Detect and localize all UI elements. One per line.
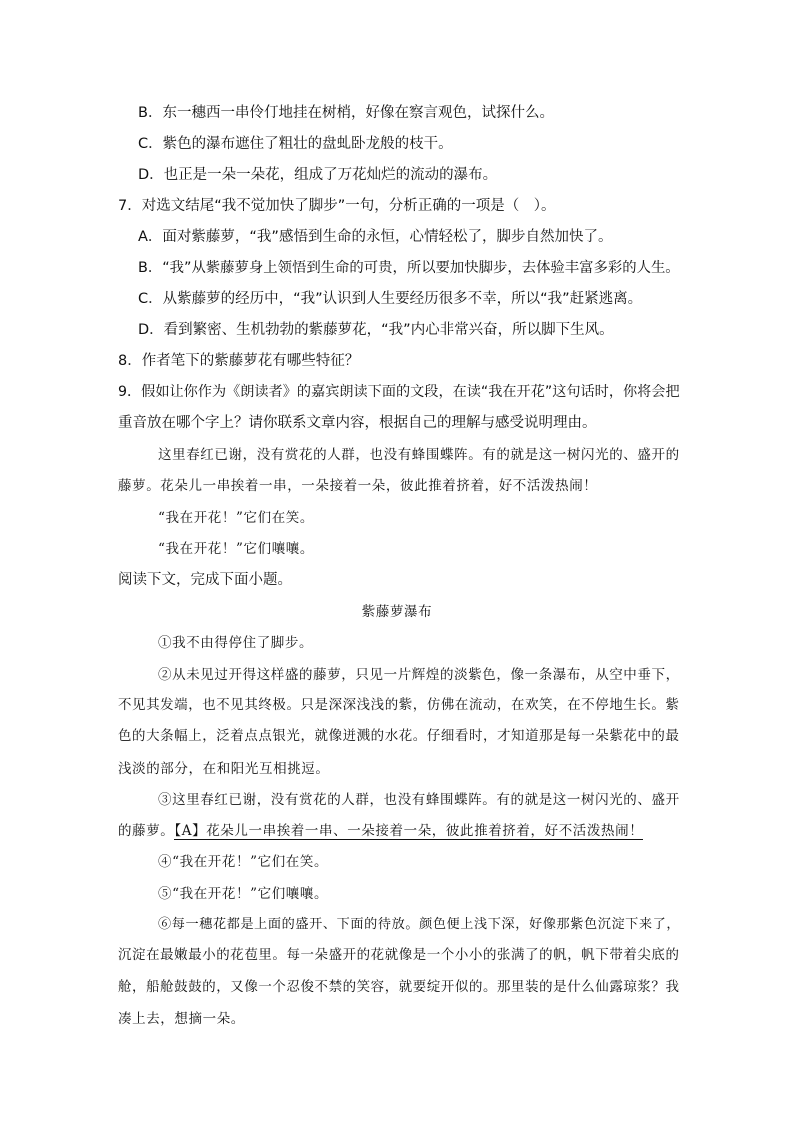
q6-option-b: B．东一穗西一串伶仃地挂在树梢，好像在察言观色，试探什么。	[138, 105, 554, 121]
q7-stem: 7．对选文结尾“我不觉加快了脚步”一句，分析正确的一项是（ ）。	[118, 198, 556, 214]
passage-paragraph-2-line-3: 色的大条幅上，泛着点点银光，就像迸溅的水花。仔细看时，才知道那是每一朵紫花中的最	[118, 729, 680, 744]
q7-option-b: B．“我”从紫藤萝身上领悟到生命的可贵，所以要加快脚步，去体验丰富多彩的人生。	[138, 260, 680, 276]
passage-paragraph-2-line-4: 浅淡的部分，在和阳光互相挑逗。	[118, 761, 330, 777]
q6-option-c: C．紫色的瀑布遮住了粗壮的盘虬卧龙般的枝干。	[138, 136, 453, 152]
passage-paragraph-2-line-2: 不见其发端，也不见其终极。只是深深浅浅的紫，仿佛在流动，在欢笑，在不停地生长。紫	[118, 698, 680, 713]
q8-stem: 8．作者笔下的紫藤萝花有哪些特征？	[118, 353, 360, 369]
paragraph-3-prefix: 的藤萝。	[118, 823, 175, 839]
passage-paragraph-2-line-1: ②从未见过开得这样盛的藤萝，只见一片辉煌的淡紫色，像一条瀑布，从空中垂下，	[158, 667, 680, 683]
q9-excerpt-line-4: “我在开花！”它们嚷嚷。	[158, 541, 315, 557]
q9-stem-line-2: 重音放在哪个字上？请你联系文章内容，根据自己的理解与感受说明理由。	[118, 415, 597, 431]
q9-excerpt-line-3: “我在开花！”它们在笑。	[158, 510, 315, 526]
passage-paragraph-5: ⑤“我在开花！”它们嚷嚷。	[158, 886, 329, 902]
passage-paragraph-6-line-1: ⑥每一穗花都是上面的盛开、下面的待放。颜色便上浅下深，好像那紫色沉淀下来了，	[158, 917, 681, 932]
passage-paragraph-1: ①我不由得停住了脚步。	[158, 635, 314, 651]
q7-option-a: A．面对紫藤萝，“我”感悟到生命的永恒，心情轻松了，脚步自然加快了。	[138, 229, 613, 245]
passage-paragraph-6-line-2: 沉淀在最嫩最小的花苞里。每一朵盛开的花就像是一个小小的张满了的帆，帆下带着尖底的	[118, 948, 680, 963]
passage-paragraph-4: ④“我在开花！”它们在笑。	[158, 854, 329, 870]
q9-stem-line-1: 9．假如让你作为《朗读者》的嘉宾朗读下面的文段，在读“我在开花”这句话时，你将会把	[118, 384, 680, 400]
q9-excerpt-line-1: 这里春红已谢，没有赏花的人群，也没有蜂围蝶阵。有的就是这一树闪光的、盛开的	[158, 447, 680, 463]
passage-paragraph-6-line-3: 舱，船舱鼓鼓的，又像一个忍俊不禁的笑容，就要绽开似的。那里装的是什么仙露琼浆？我	[118, 980, 680, 995]
passage-paragraph-3-line-2	[118, 821, 643, 841]
passage-paragraph-3-line-1: ③这里春红已谢，没有赏花的人群，也没有蜂围蝶阵。有的就是这一树闪光的、盛开	[158, 792, 680, 808]
reading-instruction: 阅读下文，完成下面小题。	[118, 572, 292, 588]
q9-excerpt-line-2: 藤萝。花朵儿一串挨着一串，一朵接着一朵，彼此推着挤着，好不活泼热闹！	[118, 478, 598, 494]
passage-title: 紫藤萝瀑布	[361, 604, 433, 620]
q6-option-d: D．也正是一朵一朵花，组成了万花灿烂的流动的瀑布。	[138, 167, 498, 183]
underlined-sentence-a: 【A】花朵儿一串挨着一串、一朵接着一朵，彼此推着挤着，好不活泼热闹！	[174, 823, 644, 839]
q7-option-d: D．看到繁密、生机勃勃的紫藤萝花，“我”内心非常兴奋，所以脚下生风。	[138, 322, 614, 338]
q7-option-c: C．从紫藤萝的经历中，“我”认识到人生要经历很多不幸，所以“我”赶紧逃离。	[138, 291, 643, 307]
passage-paragraph-6-line-4: 凑上去，想摘一朵。	[118, 1011, 245, 1027]
